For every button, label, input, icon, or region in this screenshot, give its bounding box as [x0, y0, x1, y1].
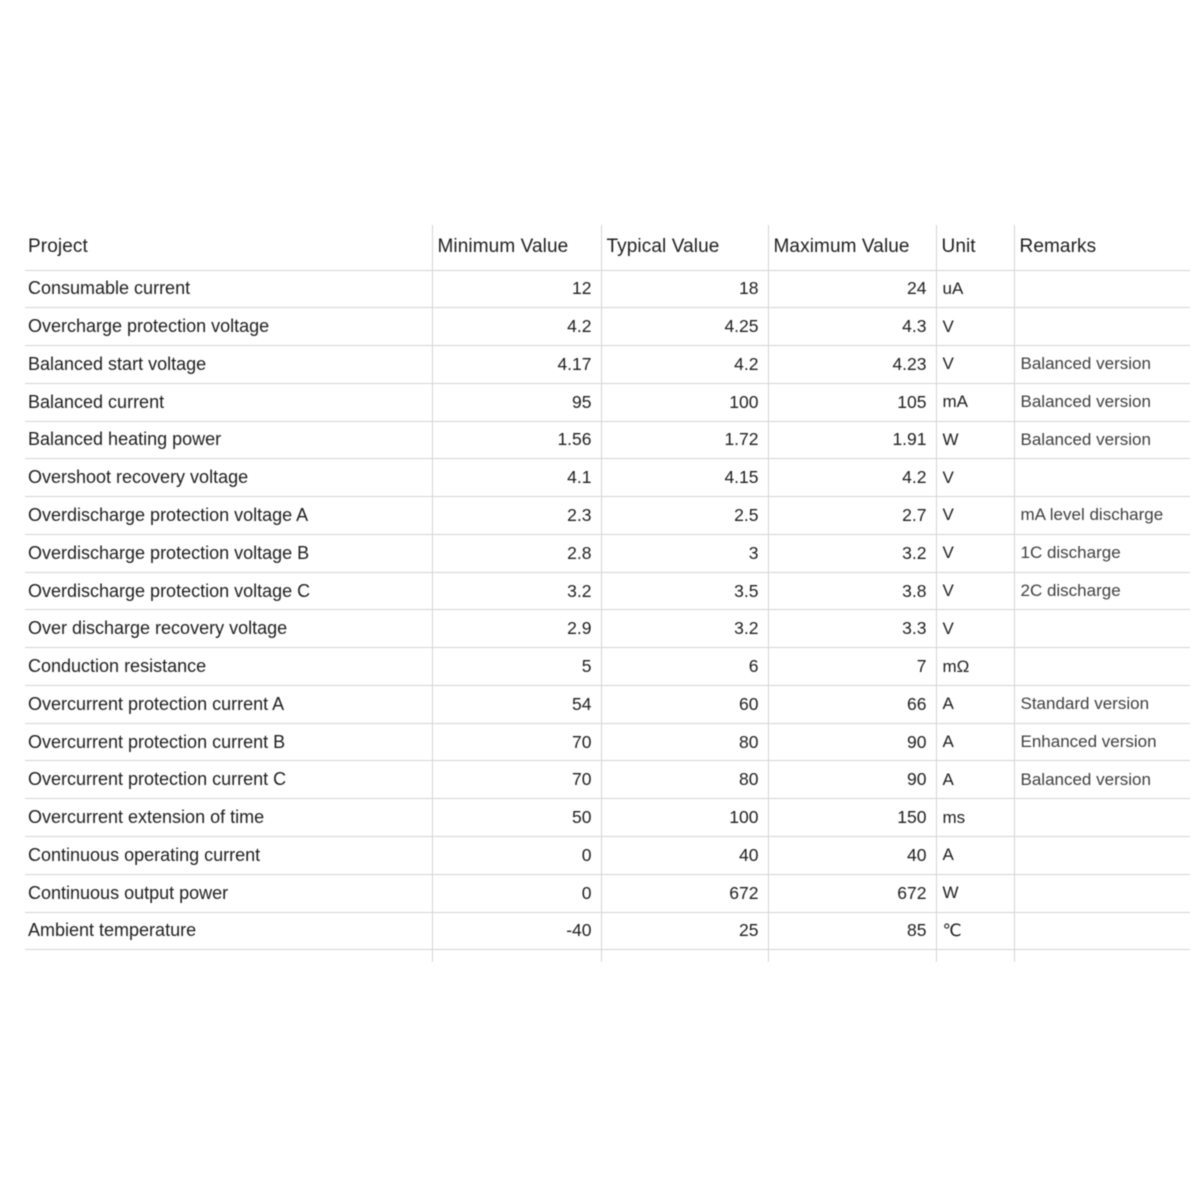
cell-min: 0 [432, 836, 601, 874]
table-row [25, 497, 1190, 535]
column-header-typ: Typical Value [601, 225, 768, 270]
cell-typ: 4.15 [601, 459, 768, 497]
cell-typ: 25 [601, 912, 768, 950]
cell-min: 12 [432, 270, 601, 308]
cell-project: Continuous operating current [25, 836, 432, 874]
cell-remarks: mA level discharge [1014, 497, 1190, 535]
table-row [25, 459, 1190, 497]
cell-max: 2.7 [768, 497, 936, 535]
cell-max: 105 [768, 383, 936, 421]
cell-max: 3.8 [768, 572, 936, 610]
cell-typ: 3.5 [601, 572, 768, 610]
cell-max: 3.3 [768, 610, 936, 648]
table-row [25, 648, 1190, 686]
cell-max: 4.3 [768, 308, 936, 346]
table-row [25, 308, 1190, 346]
cell-unit: V [936, 572, 1014, 610]
table-row [25, 270, 1190, 308]
cell-typ: 100 [601, 799, 768, 837]
cell-project: Overcurrent protection current A [25, 685, 432, 723]
cell-typ: 3 [601, 534, 768, 572]
cell-remarks [1014, 836, 1190, 874]
cell-project: Ambient temperature [25, 912, 432, 950]
cell-project: Overshoot recovery voltage [25, 459, 432, 497]
cell-min: 2.8 [432, 534, 601, 572]
spec-sheet [25, 225, 1190, 962]
cell-remarks [1014, 874, 1190, 912]
partial-cell-min [432, 950, 601, 962]
cell-min: 95 [432, 383, 601, 421]
cell-project: Balanced current [25, 383, 432, 421]
table-row [25, 610, 1190, 648]
cell-unit: W [936, 874, 1014, 912]
cell-unit: V [936, 610, 1014, 648]
cell-typ: 4.2 [601, 346, 768, 384]
cell-max: 1.91 [768, 421, 936, 459]
column-header-remarks: Remarks [1014, 225, 1190, 270]
cell-project: Overcurrent protection current C [25, 761, 432, 799]
cell-min: 4.2 [432, 308, 601, 346]
cell-max: 40 [768, 836, 936, 874]
cell-min: -40 [432, 912, 601, 950]
cell-unit: W [936, 421, 1014, 459]
cell-typ: 60 [601, 685, 768, 723]
cell-max: 90 [768, 761, 936, 799]
cell-remarks [1014, 799, 1190, 837]
cell-project: Balanced heating power [25, 421, 432, 459]
cell-typ: 3.2 [601, 610, 768, 648]
cell-min: 1.56 [432, 421, 601, 459]
cell-unit: A [936, 836, 1014, 874]
cell-min: 70 [432, 723, 601, 761]
cell-max: 24 [768, 270, 936, 308]
cell-remarks: Balanced version [1014, 761, 1190, 799]
cell-remarks: Balanced version [1014, 346, 1190, 384]
cell-max: 3.2 [768, 534, 936, 572]
cell-remarks: Enhanced version [1014, 723, 1190, 761]
partial-cell-max [768, 950, 936, 962]
cell-typ: 2.5 [601, 497, 768, 535]
table-row [25, 346, 1190, 384]
column-header-project: Project [25, 225, 432, 270]
cell-min: 4.1 [432, 459, 601, 497]
cell-typ: 40 [601, 836, 768, 874]
cell-min: 50 [432, 799, 601, 837]
table-row [25, 912, 1190, 950]
table-row [25, 572, 1190, 610]
cell-remarks: Balanced version [1014, 421, 1190, 459]
column-header-min: Minimum Value [432, 225, 601, 270]
table-row [25, 799, 1190, 837]
cell-unit: V [936, 459, 1014, 497]
column-header-unit: Unit [936, 225, 1014, 270]
table-row [25, 383, 1190, 421]
cell-project: Overcharge protection voltage [25, 308, 432, 346]
table-row [25, 723, 1190, 761]
cell-max: 90 [768, 723, 936, 761]
cell-typ: 1.72 [601, 421, 768, 459]
cell-unit: A [936, 723, 1014, 761]
cell-max: 4.23 [768, 346, 936, 384]
cell-project: Balanced start voltage [25, 346, 432, 384]
table-body [25, 270, 1190, 950]
table-row [25, 685, 1190, 723]
cell-unit: A [936, 761, 1014, 799]
cell-max: 66 [768, 685, 936, 723]
cell-max: 150 [768, 799, 936, 837]
partial-bottom-row [25, 950, 1190, 962]
cell-remarks: 1C discharge [1014, 534, 1190, 572]
cell-project: Over discharge recovery voltage [25, 610, 432, 648]
partial-cell-remarks [1014, 950, 1190, 962]
table-row [25, 874, 1190, 912]
cell-remarks: Balanced version [1014, 383, 1190, 421]
cell-max: 672 [768, 874, 936, 912]
cell-remarks: Standard version [1014, 685, 1190, 723]
cell-remarks: 2C discharge [1014, 572, 1190, 610]
cell-max: 7 [768, 648, 936, 686]
cell-unit: mΩ [936, 648, 1014, 686]
cell-unit: V [936, 534, 1014, 572]
cell-project: Conduction resistance [25, 648, 432, 686]
cell-project: Overdischarge protection voltage B [25, 534, 432, 572]
cell-typ: 6 [601, 648, 768, 686]
cell-unit: V [936, 346, 1014, 384]
cell-min: 70 [432, 761, 601, 799]
cell-project: Overcurrent protection current B [25, 723, 432, 761]
partial-cell-typ [601, 950, 768, 962]
spec-table [25, 225, 1190, 962]
cell-unit: ℃ [936, 912, 1014, 950]
cell-remarks [1014, 912, 1190, 950]
table-row [25, 421, 1190, 459]
cell-project: Consumable current [25, 270, 432, 308]
cell-unit: uA [936, 270, 1014, 308]
cell-project: Overdischarge protection voltage C [25, 572, 432, 610]
cell-typ: 18 [601, 270, 768, 308]
column-header-max: Maximum Value [768, 225, 936, 270]
table-row [25, 534, 1190, 572]
table-row [25, 761, 1190, 799]
cell-remarks [1014, 459, 1190, 497]
cell-min: 3.2 [432, 572, 601, 610]
cell-unit: mA [936, 383, 1014, 421]
cell-project: Overcurrent extension of time [25, 799, 432, 837]
cell-project: Continuous output power [25, 874, 432, 912]
partial-cell-unit [936, 950, 1014, 962]
cell-unit: A [936, 685, 1014, 723]
cell-min: 0 [432, 874, 601, 912]
cell-min: 5 [432, 648, 601, 686]
partial-cell-project [25, 950, 432, 962]
cell-remarks [1014, 308, 1190, 346]
cell-project: Overdischarge protection voltage A [25, 497, 432, 535]
cell-min: 2.9 [432, 610, 601, 648]
cell-typ: 672 [601, 874, 768, 912]
cell-unit: ms [936, 799, 1014, 837]
cell-typ: 80 [601, 723, 768, 761]
cell-max: 4.2 [768, 459, 936, 497]
header-row [25, 225, 1190, 270]
cell-max: 85 [768, 912, 936, 950]
cell-unit: V [936, 308, 1014, 346]
cell-unit: V [936, 497, 1014, 535]
cell-remarks [1014, 610, 1190, 648]
cell-min: 4.17 [432, 346, 601, 384]
cell-min: 2.3 [432, 497, 601, 535]
cell-typ: 100 [601, 383, 768, 421]
cell-remarks [1014, 270, 1190, 308]
cell-remarks [1014, 648, 1190, 686]
cell-min: 54 [432, 685, 601, 723]
cell-typ: 4.25 [601, 308, 768, 346]
table-row [25, 836, 1190, 874]
cell-typ: 80 [601, 761, 768, 799]
